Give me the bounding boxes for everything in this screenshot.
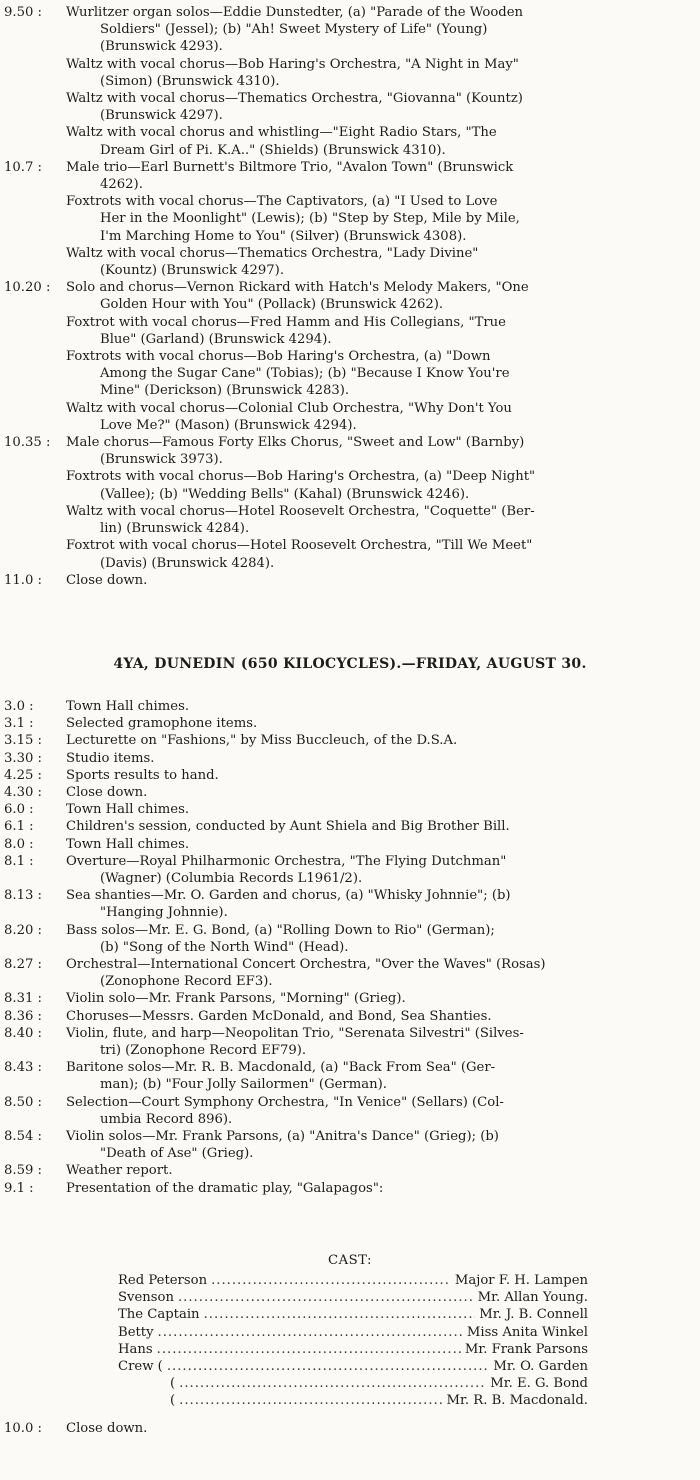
- cast-actor: Major F. H. Lampen: [454, 1273, 588, 1288]
- entry-time: 11.0 :: [4, 572, 42, 588]
- entry-time: 3.30 :: [4, 750, 42, 766]
- programme-section-dunedin: [0, 698, 700, 1197]
- entry-line: Solo and chorus—Vernon Rickard with Hatch's Melody Makers, "One: [66, 280, 529, 296]
- programme-entry: [4, 1162, 692, 1179]
- entry-time: 3.15 :: [4, 733, 42, 749]
- entry-line: Male chorus—Famous Forty Elks Chorus, "Sweet and Low" (Barnby): [66, 435, 525, 451]
- entry-line: (Brunswick 4297).: [100, 108, 223, 124]
- programme-entry: [66, 245, 692, 279]
- entry-line: Sea shanties—Mr. O. Garden and chorus, (a) "Whisky Johnnie"; (b): [66, 888, 511, 904]
- entry-time: 8.0 :: [4, 836, 34, 852]
- cast-role: Crew (: [118, 1358, 163, 1374]
- dot-leader: [211, 1272, 451, 1289]
- cast-list: [118, 1272, 588, 1410]
- entry-line: (Wagner) (Columbia Records L1961/2).: [100, 871, 363, 887]
- cast-actor: Mr. E. G. Bond: [490, 1376, 588, 1392]
- programme-entry: [4, 956, 692, 990]
- programme-entry: [4, 572, 692, 589]
- entry-time: 10.20 :: [4, 280, 51, 296]
- entry-line: Selected gramophone items.: [66, 716, 258, 732]
- programme-entry: [4, 279, 692, 313]
- entry-line: (Zonophone Record EF3).: [100, 974, 273, 990]
- cast-row: [118, 1358, 588, 1375]
- entry-time: 8.27 :: [4, 957, 42, 973]
- cast-role: Hans: [118, 1341, 153, 1357]
- programme-entry: [4, 4, 692, 56]
- programme-entry: [66, 348, 692, 400]
- cast-role: (: [170, 1376, 176, 1392]
- entry-line: Foxtrot with vocal chorus—Fred Hamm and His Collegians, "True: [66, 314, 506, 330]
- entry-line: Foxtrot with vocal chorus—Hotel Roosevelt Orchestra, "Till We Meet": [66, 538, 533, 554]
- programme-entry: [4, 732, 692, 749]
- entry-time: 10.35 :: [4, 435, 51, 451]
- programme-entry: [4, 818, 692, 835]
- dot-leader: [178, 1289, 474, 1306]
- programme-entry: [66, 468, 692, 502]
- programme-entry: [4, 836, 692, 853]
- entry-line: Soldiers" (Jessel); (b) "Ah! Sweet Mystery of Life" (Young): [100, 22, 488, 38]
- entry-line: Waltz with vocal chorus—Colonial Club Orchestra, "Why Don't You: [66, 400, 512, 416]
- programme-entry: [66, 193, 692, 245]
- cast-row: [118, 1306, 588, 1323]
- entry-line: Overture—Royal Philharmonic Orchestra, "The Flying Dutchman": [66, 853, 507, 869]
- cast-title: CAST:: [328, 1253, 372, 1268]
- entry-line: (Brunswick 3973).: [100, 452, 223, 468]
- cast-row: [118, 1289, 588, 1306]
- dot-leader: [204, 1306, 476, 1323]
- entry-line: (b) "Song of the North Wind" (Head).: [100, 939, 349, 955]
- entry-time: 10.0 :: [4, 1421, 42, 1436]
- entry-line: Waltz with vocal chorus—Bob Haring's Orchestra, "A Night in May": [66, 56, 519, 72]
- entry-line: Male trio—Earl Burnett's Biltmore Trio, "Avalon Town" (Brunswick: [66, 159, 514, 175]
- entry-time: 8.54 :: [4, 1129, 42, 1145]
- entry-line: Waltz with vocal chorus—Thematics Orchestra, "Lady Divine": [66, 245, 479, 261]
- entry-line: umbia Record 896).: [100, 1111, 233, 1127]
- entry-line: Lecturette on "Fashions," by Miss Buccleuch, of the D.S.A.: [66, 733, 458, 749]
- entry-time: 9.50 :: [4, 5, 42, 20]
- dot-leader: [179, 1392, 442, 1409]
- entry-line: Foxtrots with vocal chorus—The Captivators, (a) "I Used to Love: [66, 194, 498, 210]
- entry-line: Orchestral—International Concert Orchestra, "Over the Waves" (Rosas): [66, 957, 546, 973]
- programme-list: [0, 4, 700, 589]
- cast-role: (: [170, 1393, 176, 1409]
- entry-line: lin) (Brunswick 4284).: [100, 521, 250, 537]
- cast-actor: Mr. J. B. Connell: [479, 1307, 588, 1323]
- dot-leader: [167, 1358, 490, 1375]
- entry-line: Close down.: [66, 572, 148, 588]
- entry-line: Waltz with vocal chorus—Thematics Orchestra, "Giovanna" (Kountz): [66, 91, 523, 107]
- cast-row: [118, 1392, 588, 1409]
- entry-time: 8.20 :: [4, 922, 42, 938]
- programme-entry: [4, 801, 692, 818]
- station-heading: 4YA, DUNEDIN (650 KILOCYCLES).—FRIDAY, AUGUST 30.: [113, 656, 587, 672]
- entry-line: Among the Sugar Cane" (Tobias); (b) "Because I Know You're: [100, 366, 510, 382]
- programme-entry: [4, 1094, 692, 1128]
- programme-entry: [4, 434, 692, 468]
- programme-entry: [4, 767, 692, 784]
- programme-entry: [4, 990, 692, 1007]
- entry-line: Town Hall chimes.: [66, 836, 190, 852]
- entry-line: (Vallee); (b) "Wedding Bells" (Kahal) (Brunswick 4246).: [100, 486, 470, 502]
- entry-line: Love Me?" (Mason) (Brunswick 4294).: [100, 417, 357, 433]
- entry-line: man); (b) "Four Jolly Sailormen" (German).: [100, 1077, 387, 1093]
- entry-line: Selection—Court Symphony Orchestra, "In Venice" (Sellars) (Col-: [66, 1094, 504, 1110]
- entry-line: (Simon) (Brunswick 4310).: [100, 73, 280, 89]
- entry-line: Blue" (Garland) (Brunswick 4294).: [100, 331, 332, 347]
- cast-role: The Captain: [118, 1307, 200, 1323]
- entry-line: Waltz with vocal chorus—Hotel Roosevelt Orchestra, "Coquette" (Ber-: [66, 503, 535, 519]
- entry-line: Studio items.: [66, 750, 155, 766]
- programme-section-evening: [0, 4, 700, 589]
- entry-line: Town Hall chimes.: [66, 699, 190, 714]
- entry-line: Her in the Moonlight" (Lewis); (b) "Step by Step, Mile by Mile,: [100, 211, 520, 227]
- entry-line: Foxtrots with vocal chorus—Bob Haring's Orchestra, (a) "Down: [66, 349, 491, 365]
- entry-line: Dream Girl of Pi. K.A.." (Shields) (Brunswick 4310).: [100, 142, 446, 158]
- programme-entry: [4, 159, 692, 193]
- entry-time: 8.36 :: [4, 1008, 42, 1024]
- cast-actor: Mr. R. B. Macdonald.: [446, 1393, 588, 1409]
- entry-time: 9.1 :: [4, 1180, 34, 1196]
- entry-time: 3.0 :: [4, 699, 34, 714]
- entry-line: I'm Marching Home to You" (Silver) (Brunswick 4308).: [100, 228, 467, 244]
- cast-role: Betty: [118, 1324, 154, 1340]
- entry-line: "Hanging Johnnie).: [100, 905, 228, 921]
- programme-entry: [4, 698, 692, 715]
- entry-line: Waltz with vocal chorus and whistling—"Eight Radio Stars, "The: [66, 125, 497, 141]
- programme-entry: [66, 56, 692, 90]
- entry-line: Violin solo—Mr. Frank Parsons, "Morning" (Grieg).: [66, 991, 406, 1007]
- cast-actor: Mr. O. Garden: [493, 1358, 588, 1374]
- entry-time: 8.43 :: [4, 1060, 42, 1076]
- entry-line: Sports results to hand.: [66, 767, 219, 783]
- programme-entry: [4, 1128, 692, 1162]
- closing-entry: [4, 1420, 147, 1437]
- entry-time: 8.13 :: [4, 888, 42, 904]
- entry-text: Close down.: [66, 1421, 148, 1436]
- cast-row: [118, 1272, 588, 1289]
- programme-entry: [66, 503, 692, 537]
- programme-entry: [4, 1025, 692, 1059]
- entry-time: 6.1 :: [4, 819, 34, 835]
- cast-role: Svenson: [118, 1290, 174, 1306]
- programme-entry: [66, 400, 692, 434]
- entry-line: Violin, flute, and harp—Neopolitan Trio, "Serenata Silvestri" (Silves-: [66, 1025, 524, 1041]
- entry-line: Golden Hour with You" (Pollack) (Brunswick 4262).: [100, 297, 444, 313]
- entry-time: 8.59 :: [4, 1163, 42, 1179]
- programme-entry: [66, 124, 692, 158]
- programme-entry: [66, 537, 692, 571]
- entry-line: Bass solos—Mr. E. G. Bond, (a) "Rolling Down to Rio" (German);: [66, 922, 495, 938]
- dot-leader: [179, 1375, 486, 1392]
- cast-row: [118, 1324, 588, 1341]
- entry-line: Children's session, conducted by Aunt Shiela and Big Brother Bill.: [66, 819, 510, 835]
- dot-leader: [157, 1341, 461, 1358]
- programme-entry: [4, 750, 692, 767]
- entry-time: 8.50 :: [4, 1094, 42, 1110]
- entry-line: Mine" (Derickson) (Brunswick 4283).: [100, 383, 350, 399]
- cast-role: Red Peterson: [118, 1273, 208, 1288]
- entry-line: Wurlitzer organ solos—Eddie Dunstedter, (a) "Parade of the Wooden: [66, 5, 524, 20]
- entry-line: (Davis) (Brunswick 4284).: [100, 555, 275, 571]
- entry-line: (Brunswick 4293).: [100, 39, 223, 55]
- dot-leader: [158, 1324, 463, 1341]
- cast-actor: Miss Anita Winkel: [466, 1324, 588, 1340]
- entry-line: Presentation of the dramatic play, "Galapagos":: [66, 1180, 384, 1196]
- entry-line: Violin solos—Mr. Frank Parsons, (a) "Anitra's Dance" (Grieg); (b): [66, 1129, 499, 1145]
- entry-line: Baritone solos—Mr. R. B. Macdonald, (a) "Back From Sea" (Ger-: [66, 1060, 496, 1076]
- programme-entry: [4, 784, 692, 801]
- entry-time: 8.31 :: [4, 991, 42, 1007]
- programme-entry: [4, 1008, 692, 1025]
- entry-line: "Death of Ase" (Grieg).: [100, 1146, 254, 1162]
- programme-entry: [4, 922, 692, 956]
- entry-line: Foxtrots with vocal chorus—Bob Haring's Orchestra, (a) "Deep Night": [66, 469, 536, 485]
- entry-time: 4.25 :: [4, 767, 42, 783]
- cast-actor: Mr. Frank Parsons: [464, 1341, 588, 1357]
- programme-entry: [66, 90, 692, 124]
- entry-line: Weather report.: [66, 1163, 173, 1179]
- programme-entry: [66, 314, 692, 348]
- entry-line: (Kountz) (Brunswick 4297).: [100, 263, 285, 279]
- entry-time: 8.1 :: [4, 853, 34, 869]
- entry-time: 10.7 :: [4, 159, 42, 175]
- programme-entry: [4, 1180, 692, 1197]
- programme-entry: [4, 887, 692, 921]
- entry-time: 4.30 :: [4, 785, 42, 801]
- programme-entry: [4, 1059, 692, 1093]
- entry-line: Town Hall chimes.: [66, 802, 190, 818]
- entry-line: Choruses—Messrs. Garden McDonald, and Bond, Sea Shanties.: [66, 1008, 492, 1024]
- programme-entry: [4, 715, 692, 732]
- programme-entry: [4, 853, 692, 887]
- entry-time: 3.1 :: [4, 716, 34, 732]
- programme-list: [0, 698, 700, 1197]
- entry-time: 6.0 :: [4, 802, 34, 818]
- entry-time: 8.40 :: [4, 1025, 42, 1041]
- entry-line: 4262).: [100, 177, 143, 193]
- cast-row: [118, 1341, 588, 1358]
- cast-row: [118, 1375, 588, 1392]
- entry-line: Close down.: [66, 785, 148, 801]
- entry-line: tri) (Zonophone Record EF79).: [100, 1043, 307, 1059]
- cast-actor: Mr. Allan Young.: [477, 1290, 588, 1306]
